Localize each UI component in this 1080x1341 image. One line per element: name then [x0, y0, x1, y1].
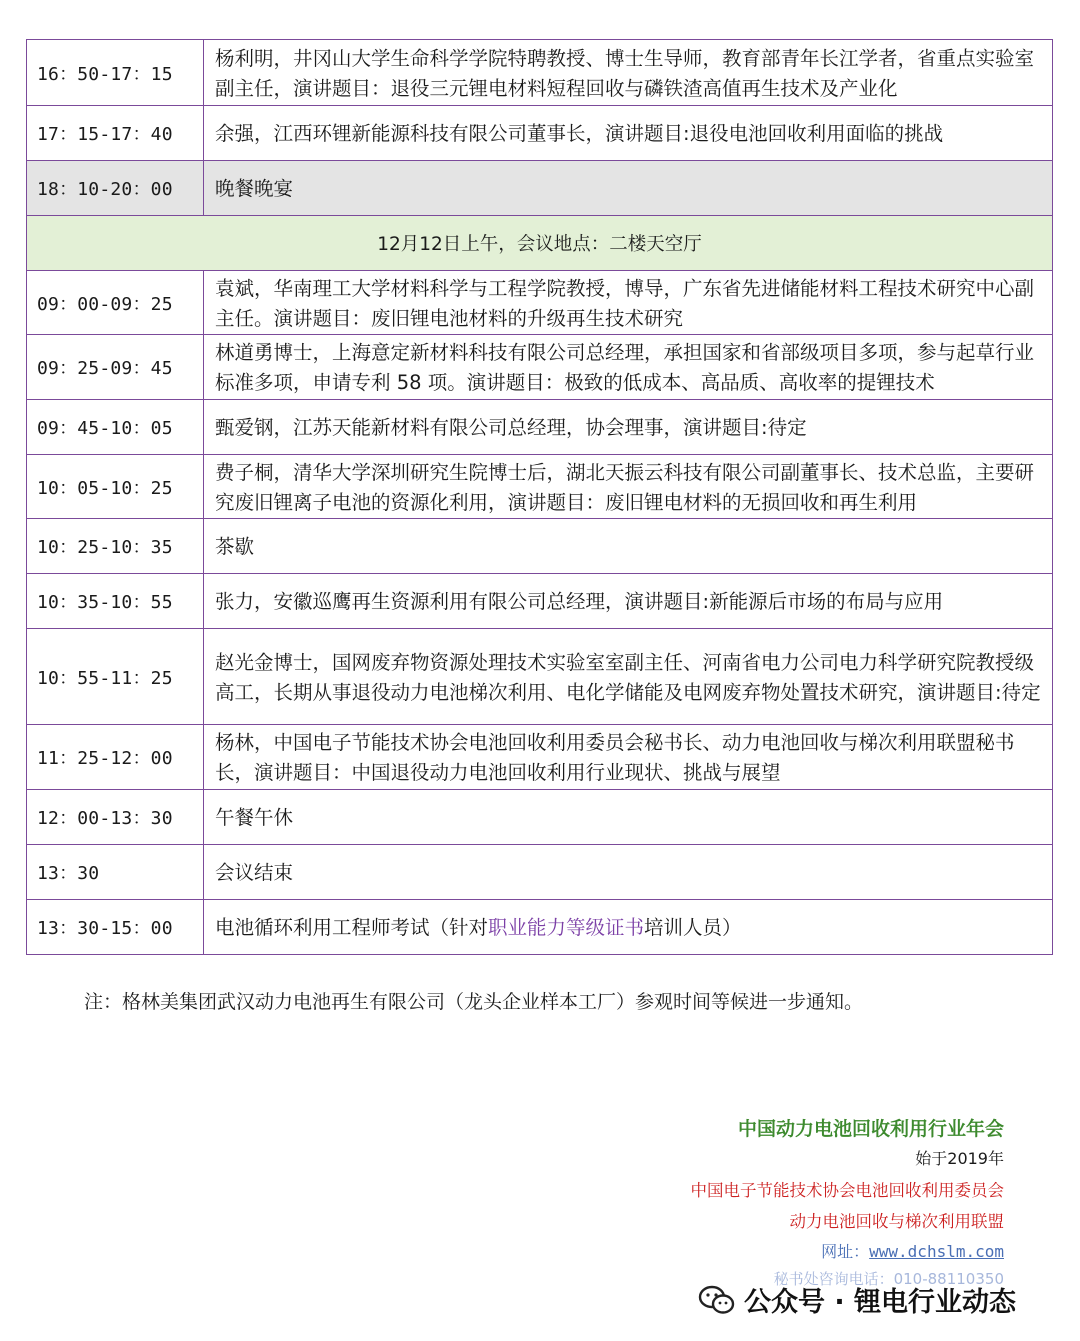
- session-cell: 会议结束: [204, 845, 1053, 900]
- time-cell: 09：00-09：25: [27, 271, 204, 335]
- schedule-row-break: [27, 161, 1053, 216]
- organizer-committee: 中国电子节能技术协会电池回收利用委员会: [690, 1181, 1004, 1200]
- watermark-text: 公众号 · 锂电行业动态: [744, 1287, 1017, 1318]
- website-link[interactable]: www.dchslm.com: [869, 1242, 1004, 1261]
- day-section-header: [27, 216, 1053, 271]
- schedule-row: [27, 629, 1053, 725]
- time-cell: 13：30-15：00: [27, 900, 204, 955]
- session-cell: 晚餐晚宴: [204, 161, 1053, 216]
- time-cell: 18：10-20：00: [27, 161, 204, 216]
- time-cell: 13：30: [27, 845, 204, 900]
- time-cell: 10：05-10：25: [27, 455, 204, 519]
- schedule-row: [27, 845, 1053, 900]
- time-cell: 09：45-10：05: [27, 400, 204, 455]
- certificate-link[interactable]: 职业能力等级证书: [488, 916, 645, 939]
- schedule-row: [27, 335, 1053, 400]
- session-cell: 袁斌，华南理工大学材料科学与工程学院教授，博导，广东省先进储能材料工程技术研究中心副主任。演讲题目：废旧锂电池材料的升级再生技术研究: [204, 271, 1053, 335]
- visit-note: 注：格林美集团武汉动力电池再生有限公司（龙头企业样本工厂）参观时间等候进一步通知。: [84, 991, 864, 1013]
- schedule-row: [27, 271, 1053, 335]
- session-cell: 杨林，中国电子节能技术协会电池回收利用委员会秘书长、动力电池回收与梯次利用联盟秘书长，演讲题目：中国退役动力电池回收利用行业现状、挑战与展望: [204, 725, 1053, 790]
- session-cell: 赵光金博士，国网废弃物资源处理技术实验室室副主任、河南省电力公司电力科学研究院教授级高工，长期从事退役动力电池梯次利用、电化学储能及电网废弃物处置技术研究，演讲题目:待定: [204, 629, 1053, 725]
- session-cell: 林道勇博士，上海意定新材料科技有限公司总经理，承担国家和省部级项目多项，参与起草行业标准多项，申请专利 58 项。演讲题目：极致的低成本、高品质、高收率的提锂技术: [204, 335, 1053, 400]
- organizer-footer: [691, 1115, 1005, 1291]
- website-line: [691, 1237, 1005, 1267]
- schedule-row: [27, 790, 1053, 845]
- session-text: 电池循环利用工程师考试（针对: [215, 916, 489, 939]
- wechat-icon: [698, 1284, 736, 1316]
- schedule-row: [27, 519, 1053, 574]
- schedule-row: [27, 900, 1053, 955]
- session-cell: 甄爱钢，江苏天能新材料有限公司总经理，协会理事，演讲题目:待定: [204, 400, 1053, 455]
- schedule-row: [27, 40, 1053, 106]
- since-year: 始于2019年: [915, 1149, 1004, 1168]
- time-cell: 12：00-13：30: [27, 790, 204, 845]
- session-text: 培训人员）: [644, 916, 742, 939]
- conference-name: 中国动力电池回收利用行业年会: [737, 1118, 1004, 1140]
- schedule-row: [27, 725, 1053, 790]
- schedule-row: [27, 455, 1053, 519]
- session-cell: [204, 900, 1053, 955]
- time-cell: 10：25-10：35: [27, 519, 204, 574]
- account-watermark: [698, 1280, 1016, 1319]
- schedule-row: [27, 106, 1053, 161]
- session-cell: 余强，江西环锂新能源科技有限公司董事长，演讲题目:退役电池回收利用面临的挑战: [204, 106, 1053, 161]
- time-cell: 09：25-09：45: [27, 335, 204, 400]
- schedule-row: [27, 574, 1053, 629]
- time-cell: 16：50-17：15: [27, 40, 204, 106]
- session-cell: 茶歇: [204, 519, 1053, 574]
- phone-line: 秘书处咨询电话：010-88110350: [773, 1270, 1004, 1288]
- session-cell: 费子桐，清华大学深圳研究生院博士后，湖北天振云科技有限公司副董事长、技术总监，主要研究废旧锂离子电池的资源化利用，演讲题目：废旧锂电材料的无损回收和再生利用: [204, 455, 1053, 519]
- time-cell: 10：55-11：25: [27, 629, 204, 725]
- time-cell: 11：25-12：00: [27, 725, 204, 790]
- section-title: 12月12日上午，会议地点：二楼天空厅: [27, 216, 1053, 271]
- organizer-alliance: 动力电池回收与梯次利用联盟: [789, 1212, 1004, 1231]
- time-cell: 10：35-10：55: [27, 574, 204, 629]
- session-cell: 张力，安徽巡鹰再生资源利用有限公司总经理，演讲题目:新能源后市场的布局与应用: [204, 574, 1053, 629]
- website-label: 网址：: [821, 1242, 870, 1261]
- time-cell: 17：15-17：40: [27, 106, 204, 161]
- schedule-table: [26, 39, 1053, 955]
- session-cell: 杨利明，井冈山大学生命科学学院特聘教授、博士生导师，教育部青年长江学者，省重点实验室副主任，演讲题目：退役三元锂电材料短程回收与磷铁渣高值再生技术及产业化: [204, 40, 1053, 106]
- session-cell: 午餐午休: [204, 790, 1053, 845]
- schedule-row: [27, 400, 1053, 455]
